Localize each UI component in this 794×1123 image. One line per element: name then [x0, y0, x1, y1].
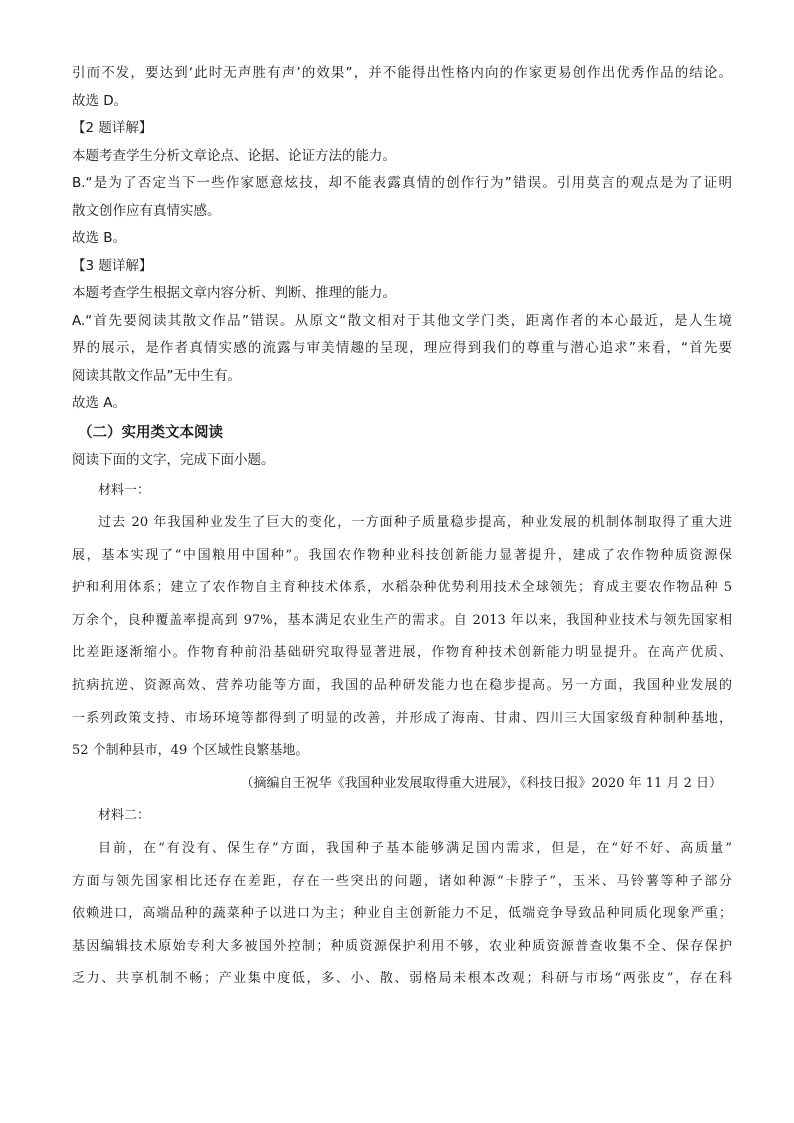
text-line: 引而不发，要达到‘此时无声胜有声’的效果”，并不能得出性格内向的作家更易创作出优秀作品的结论。 [72, 65, 732, 81]
text-line: 故选 B。 [72, 230, 127, 246]
text-line: A.“首先要阅读其散文作品”错误。从原文“散文相对于其他文学门类，距离作者的本心最近，是人生境 [72, 312, 732, 329]
answer-explanations [72, 60, 732, 418]
section-heading: （二）实用类文本阅读 [78, 424, 223, 441]
material-line: 52 个制种县市，49 个区域性良繁基地。 [72, 743, 309, 759]
text-line: 阅读其散文作品”无中生有。 [72, 367, 241, 384]
material-line: 过去 20 年我国种业发生了巨大的变化，一方面种子质量稳步提高，种业发展的机制体制取得了重大进 [98, 515, 732, 531]
instruction: 阅读下面的文字，完成下面小题。 [72, 452, 275, 468]
material-line: 一系列政策支持、市场环境等都得到了明显的改善，并形成了海南、甘肃、四川三大国家级育种制种基地， [72, 710, 732, 726]
material-line: 基因编辑技术原始专利大多被国外控制；种质资源保护利用不够，农业种质资源普查收集不全、保存保护 [72, 938, 732, 954]
text-line: 界的展示，是作者真情实感的流露与审美情趣的呈现，理应得到我们的尊重与潜心追求”来看，“首先要 [72, 340, 732, 356]
material-label: 材料二： [98, 808, 151, 824]
material-line: 比差距逐渐缩小。作物育种前沿基础研究取得显著进展，作物育种技术创新能力明显提升。在高产优质、 [72, 645, 732, 661]
material-line: 展，基本实现了“中国粮用中国种”。我国农作物种业科技创新能力显著提升，建成了农作物种质资源保 [72, 547, 732, 563]
material-two [72, 800, 732, 996]
text-line: 【2 题详解】 [72, 120, 153, 136]
material-label: 材料一： [98, 482, 151, 498]
text-line: 故选 D。 [72, 92, 128, 109]
document-page [72, 60, 732, 996]
text-line: 本题考查学生根据文章内容分析、判断、推理的能力。 [72, 285, 396, 301]
material-line: 万余个，良种覆盖率提高到 97%，基本满足农业生产的需求。自 2013 年以来，我国种业技术与领先国家相 [72, 612, 732, 628]
material-line: 目前，在“有没有、保生存”方面，我国种子基本能够满足国内需求，但是，在“好不好、高质量” [98, 841, 732, 857]
text-line: 故选 A。 [72, 395, 127, 411]
material-source: （摘编自王祝华《我国种业发展取得重大进展》，《科技日报》2020 年 11 月 2 日） [240, 775, 722, 791]
material-one [72, 475, 732, 801]
text-line: 散文创作应有真情实感。 [72, 202, 221, 219]
material-line: 抗病抗逆、资源高效、营养功能等方面，我国的品种研发能力也在稳步提高。另一方面，我国种业发展的 [72, 678, 732, 694]
material-line: 依赖进口，高端品种的蔬菜种子以进口为主；种业自主创新能力不足，低端竞争导致品种同质化现象严重； [72, 906, 732, 922]
material-line: 护和利用体系；建立了农作物自主育种技术体系，水稻杂种优势利用技术全球领先；育成主要农作物品种 5 [72, 580, 732, 596]
text-line: 【3 题详解】 [72, 257, 153, 274]
text-line: B.“是为了否定当下一些作家愿意炫技，却不能表露真情的创作行为”错误。引用莫言的观点是为了证明 [72, 175, 732, 191]
text-line: 本题考查学生分析文章论点、论据、论证方法的能力。 [72, 147, 396, 164]
material-line: 方面与领先国家相比还存在差距，存在一些突出的问题，诸如种源“卡脖子”，玉米、马铃薯等种子部分 [72, 873, 732, 889]
material-line: 乏力、共享机制不畅；产业集中度低，多、小、散、弱格局未根本改观；科研与市场“两张皮”，存在科 [72, 971, 732, 987]
